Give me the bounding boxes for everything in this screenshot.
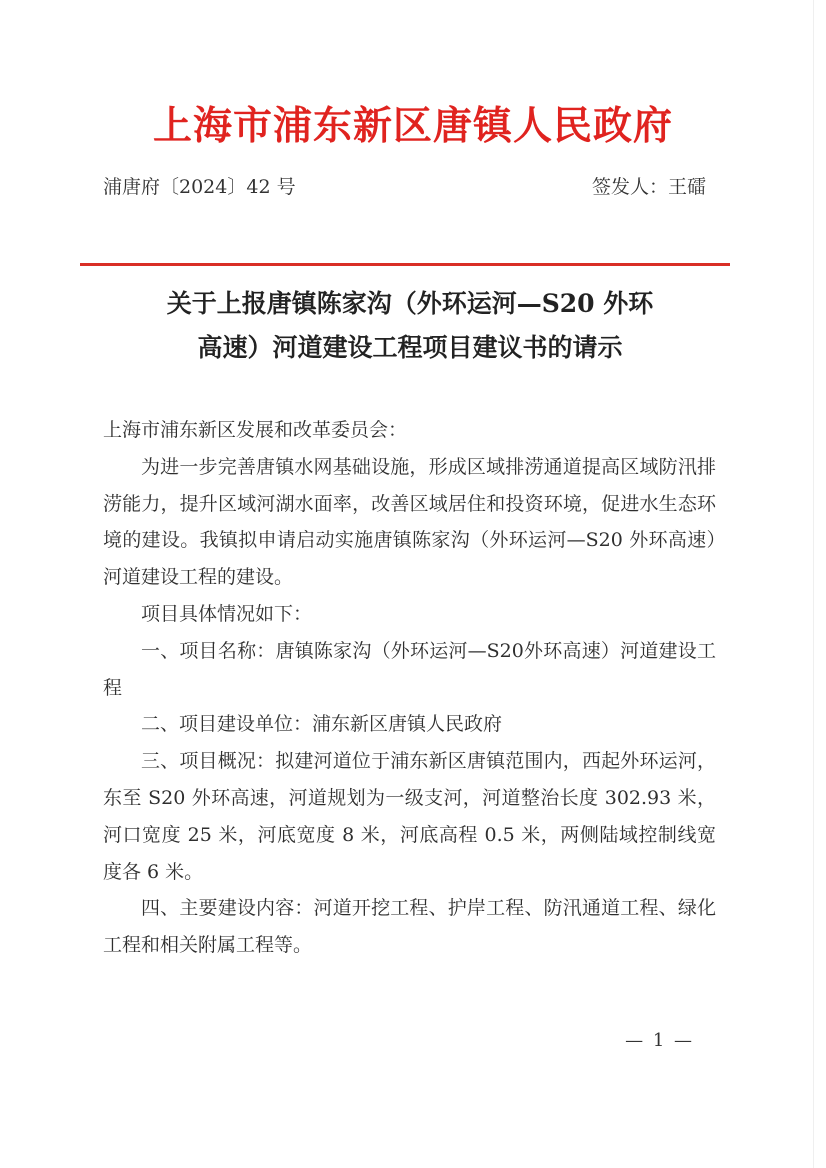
scan-edge-line: [813, 0, 814, 1168]
title-line-2: 高速）河道建设工程项目建议书的请示: [197, 333, 623, 362]
paragraph-project-name: 一、项目名称：唐镇陈家沟（外环运河—S20外环高速）河道建设工程: [103, 639, 716, 699]
document-number: 浦唐府〔2024〕42 号: [103, 176, 296, 198]
document-body: [103, 412, 716, 964]
paragraph-construction-content: 四、主要建设内容：河道开挖工程、护岸工程、防汛通道工程、绿化工程和相关附属工程等。: [103, 897, 716, 957]
signer: 签发人：王礌: [591, 176, 706, 198]
issuer-masthead: 上海市浦东新区唐镇人民政府: [152, 103, 673, 149]
paragraph-intro: 为进一步完善唐镇水网基础设施，形成区域排涝通道提高区域防汛排涝能力，提升区域河湖水面率，改善区域居住和投资环境，促进水生态环境的建设。我镇拟申请启动实施唐镇陈家沟（外环运河—S20 外环高速）河道建设工程的建设。: [103, 455, 716, 589]
red-divider-line: [80, 263, 730, 266]
title-line-1: 关于上报唐镇陈家沟（外环运河—S20 外环: [166, 289, 654, 318]
document-title: [95, 282, 725, 370]
salutation: 上海市浦东新区发展和改革委员会：: [103, 419, 408, 441]
paragraph-project-unit: 二、项目建设单位：浦东新区唐镇人民政府: [141, 713, 503, 736]
page-number: — 1 —: [625, 1030, 694, 1051]
paragraph-project-overview: 三、项目概况：拟建河道位于浦东新区唐镇范围内，西起外环运河，东至 S20 外环高速，河道规划为一级支河，河道整治长度 302.93 米，河口宽度 25 米，河底宽度 8 米，河底高程 0.5 米，两侧陆域控制线宽度各 6 米。: [103, 750, 716, 883]
paragraph-details-lead: 项目具体情况如下：: [141, 602, 313, 625]
